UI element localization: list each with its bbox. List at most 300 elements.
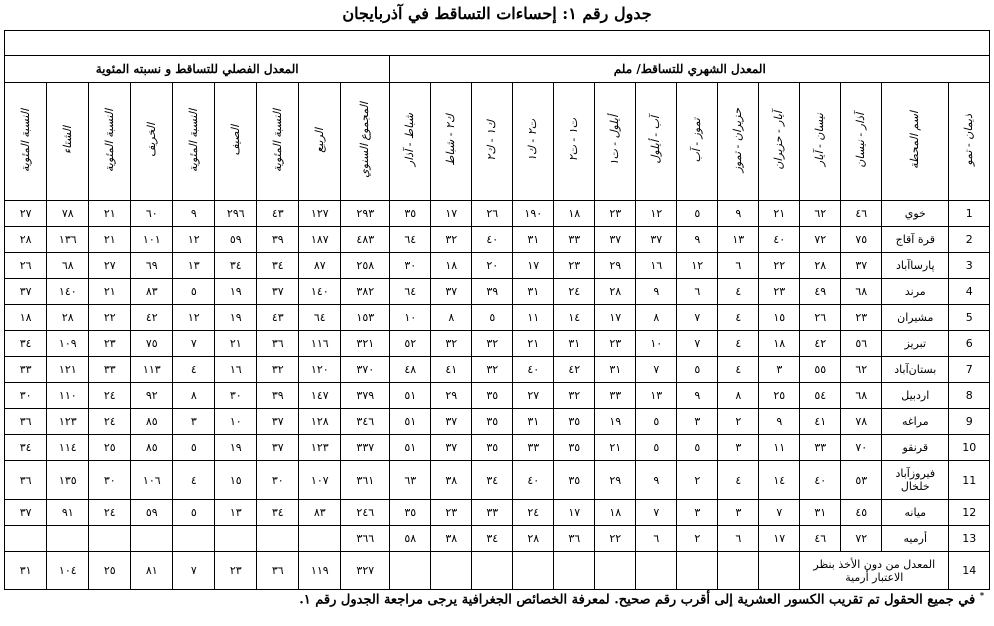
data-cell: ٦ <box>718 526 759 552</box>
data-cell: ٢ <box>677 526 718 552</box>
data-cell: ٥ <box>173 279 215 305</box>
column-header <box>431 83 472 201</box>
data-cell: ٩١ <box>47 500 89 526</box>
data-cell: ٥٨ <box>390 526 431 552</box>
table-row <box>5 526 990 552</box>
row-number: 8 <box>949 383 990 409</box>
data-cell: ٧٨ <box>841 409 882 435</box>
data-cell: ٨ <box>718 383 759 409</box>
table-row <box>5 461 990 500</box>
data-cell: ١٠ <box>636 331 677 357</box>
column-header <box>5 83 47 201</box>
data-cell: ٨٣ <box>131 279 173 305</box>
data-cell: ٣٧ <box>431 279 472 305</box>
data-cell: ١٣٥ <box>47 461 89 500</box>
data-cell: ١٢٨ <box>299 409 341 435</box>
data-cell: ٦ <box>718 253 759 279</box>
data-cell: ٧ <box>759 500 800 526</box>
data-cell: ٨٣ <box>299 500 341 526</box>
data-cell: ٢ <box>677 461 718 500</box>
data-cell: ١٨ <box>431 253 472 279</box>
data-cell: ٩ <box>677 383 718 409</box>
data-cell: ٤٠ <box>800 461 841 500</box>
data-cell: ٣٤ <box>257 500 299 526</box>
data-cell: ٧ <box>636 357 677 383</box>
data-cell: ٩ <box>636 461 677 500</box>
column-header-label: الصيف <box>228 124 242 156</box>
table-top-blank-row <box>5 31 990 56</box>
data-cell: ١٩ <box>595 409 636 435</box>
data-cell: ٣١ <box>513 227 554 253</box>
data-cell: ٥٩ <box>215 227 257 253</box>
column-header <box>513 83 554 201</box>
data-cell: ٣٧ <box>841 253 882 279</box>
data-cell: ٢٩٦ <box>215 201 257 227</box>
data-cell: ٣٧ <box>257 435 299 461</box>
data-cell: ٢١ <box>759 201 800 227</box>
column-header <box>759 83 800 201</box>
data-cell: ٥٤ <box>800 383 841 409</box>
data-cell: ٥ <box>173 435 215 461</box>
data-cell: ٤٦ <box>800 526 841 552</box>
data-cell: ١٠١ <box>131 227 173 253</box>
data-cell: ٢٨ <box>800 253 841 279</box>
data-cell: ٣٧٩ <box>341 383 390 409</box>
data-cell: ٤ <box>718 279 759 305</box>
data-cell <box>390 552 431 590</box>
data-cell: ٤ <box>718 305 759 331</box>
table-row <box>5 435 990 461</box>
column-header <box>718 83 759 201</box>
column-header-label: أيلول - ت١ <box>608 114 622 166</box>
data-cell: ٥٩ <box>131 500 173 526</box>
data-cell: ٢٣ <box>554 253 595 279</box>
station-name: مشيران <box>882 305 949 331</box>
data-cell: ٧٥ <box>841 227 882 253</box>
data-cell: ٤٠ <box>513 357 554 383</box>
data-cell: ٧ <box>636 500 677 526</box>
data-cell: ٣١ <box>513 279 554 305</box>
data-cell: ٢٩ <box>595 461 636 500</box>
table-row <box>5 201 990 227</box>
data-cell: ١٠ <box>390 305 431 331</box>
data-cell: ١٠٧ <box>299 461 341 500</box>
data-cell: ٥ <box>677 435 718 461</box>
data-cell: ٩ <box>636 279 677 305</box>
data-cell: ٧٨ <box>47 201 89 227</box>
data-cell: ٧٥ <box>131 331 173 357</box>
data-cell: ٩٢ <box>131 383 173 409</box>
data-cell: ٢١ <box>89 227 131 253</box>
data-cell: ٣٧ <box>5 279 47 305</box>
data-cell: ٣٩ <box>472 279 513 305</box>
data-cell: ١٠٦ <box>131 461 173 500</box>
data-cell: ٥ <box>173 500 215 526</box>
data-cell: ٢٧ <box>89 253 131 279</box>
data-cell: ٣٤ <box>5 435 47 461</box>
column-header-label: آيار - حزيران <box>772 110 786 170</box>
data-cell: ٣١ <box>800 500 841 526</box>
data-cell: ٣٣ <box>513 435 554 461</box>
data-cell: ٢٦ <box>5 253 47 279</box>
data-cell <box>5 526 47 552</box>
data-cell: ٣٧ <box>431 435 472 461</box>
data-cell: ١١٤ <box>47 435 89 461</box>
station-name: تبريز <box>882 331 949 357</box>
data-cell: ٣٠ <box>89 461 131 500</box>
data-cell: ٢٢ <box>595 526 636 552</box>
blank-header-cell <box>5 31 990 56</box>
data-cell: ٢٥٨ <box>341 253 390 279</box>
data-cell <box>89 526 131 552</box>
row-number: 13 <box>949 526 990 552</box>
data-cell: ١٣ <box>718 227 759 253</box>
data-cell: ٣٢ <box>472 331 513 357</box>
precipitation-table <box>4 30 990 590</box>
data-cell: ٣٧ <box>257 409 299 435</box>
data-cell: ٣٦ <box>257 552 299 590</box>
data-cell: ٥٢ <box>390 331 431 357</box>
data-cell: ١١ <box>513 305 554 331</box>
station-name: خوي <box>882 201 949 227</box>
column-header-label: النسبة المئوية <box>270 108 284 172</box>
data-cell <box>636 552 677 590</box>
column-header <box>554 83 595 201</box>
data-cell: ٥ <box>677 357 718 383</box>
data-cell: ٢٧ <box>513 383 554 409</box>
column-header-label: الربيع <box>312 127 326 153</box>
data-cell: ٦٢ <box>800 201 841 227</box>
data-cell: ٣١ <box>5 552 47 590</box>
data-cell: ٣١ <box>595 357 636 383</box>
data-cell: ٢١ <box>89 201 131 227</box>
data-cell: ١٠٩ <box>47 331 89 357</box>
table-row <box>5 253 990 279</box>
data-cell: ٣٥ <box>554 461 595 500</box>
data-cell: ٨ <box>431 305 472 331</box>
data-cell: ١٤٠ <box>299 279 341 305</box>
data-cell: ٣٨٢ <box>341 279 390 305</box>
column-header-label: ك٢ - شباط <box>444 114 458 166</box>
column-header-label: ذيمان - تمو <box>962 114 976 166</box>
data-cell: ٣٦ <box>554 526 595 552</box>
data-cell: ٣٤ <box>215 253 257 279</box>
data-cell: ١١٠ <box>47 383 89 409</box>
row-number: 10 <box>949 435 990 461</box>
data-cell: ٤١ <box>800 409 841 435</box>
data-cell: ٦٨ <box>47 253 89 279</box>
data-cell: ١٨٧ <box>299 227 341 253</box>
data-cell: ١١٣ <box>131 357 173 383</box>
data-cell: ٢٣ <box>759 279 800 305</box>
row-number: 9 <box>949 409 990 435</box>
data-cell: ٢٦ <box>472 201 513 227</box>
data-cell: ٥٣ <box>841 461 882 500</box>
column-header <box>841 83 882 201</box>
data-cell: ٢٤ <box>554 279 595 305</box>
data-cell: ٢٧ <box>5 201 47 227</box>
data-cell: ٤ <box>718 331 759 357</box>
column-header <box>636 83 677 201</box>
data-cell: ٣٥ <box>390 201 431 227</box>
data-cell: ٤٣ <box>257 201 299 227</box>
data-cell: ٤٠ <box>759 227 800 253</box>
data-cell: ٣٤ <box>472 461 513 500</box>
data-cell: ٢١ <box>215 331 257 357</box>
data-cell: ٥١ <box>390 435 431 461</box>
row-number: 14 <box>949 552 990 590</box>
data-cell: ٣٥ <box>554 409 595 435</box>
table-row <box>5 279 990 305</box>
row-number: 11 <box>949 461 990 500</box>
data-cell: ١٤ <box>759 461 800 500</box>
data-cell: ١٦ <box>215 357 257 383</box>
table-row <box>5 227 990 253</box>
data-cell: ٢٢ <box>89 305 131 331</box>
column-header-label: ت١ - ت٢ <box>567 118 581 162</box>
data-cell: ٦ <box>636 526 677 552</box>
column-header-label: الخريف <box>144 122 158 158</box>
data-cell: ٣٠ <box>257 461 299 500</box>
footnote-text: في جميع الحقول تم تقريب الكسور العشرية إلى أقرب رقم صحيح. لمعرفة الخصائص الجغرافية يرجى مراجعة الجدول رقم ١. <box>299 592 976 608</box>
data-cell: ٣٢ <box>554 383 595 409</box>
data-cell: ٦٢ <box>841 357 882 383</box>
data-cell: ٣٠ <box>5 383 47 409</box>
column-header-label: ت٢ - ك١ <box>526 119 540 161</box>
data-cell: ٣٧ <box>595 227 636 253</box>
data-cell: ١٧ <box>554 500 595 526</box>
data-cell: ١٢ <box>173 227 215 253</box>
data-cell: ١٢ <box>677 253 718 279</box>
data-cell: ٨ <box>173 383 215 409</box>
monthly-average-header: المعدل الشهري للتساقط/ ملم <box>390 56 990 83</box>
data-cell: ٨٧ <box>299 253 341 279</box>
data-cell: ١٢ <box>636 201 677 227</box>
table-row <box>5 383 990 409</box>
data-cell: ٣٧ <box>431 409 472 435</box>
data-cell: ١٤ <box>554 305 595 331</box>
data-cell: ١٢٧ <box>299 201 341 227</box>
data-cell: ٤٥ <box>841 500 882 526</box>
data-cell: ٤٠ <box>472 227 513 253</box>
table-body <box>5 201 990 590</box>
data-cell: ٣٦ <box>5 409 47 435</box>
seasonal-average-header: المعدل الفصلي للتساقط و نسبته المئوية <box>5 56 390 83</box>
data-cell: ٣٢ <box>431 227 472 253</box>
station-name: ميانه <box>882 500 949 526</box>
data-cell: ٤٩ <box>800 279 841 305</box>
column-header <box>173 83 215 201</box>
data-cell: ١٢١ <box>47 357 89 383</box>
column-header <box>257 83 299 201</box>
footnote <box>4 590 984 607</box>
data-cell: ٢٥ <box>89 552 131 590</box>
data-cell: ١٧ <box>595 305 636 331</box>
table-title: جدول رقم ١: إحساءات التساقط في آذربايجان <box>342 4 652 23</box>
data-cell <box>173 526 215 552</box>
data-cell: ١٢٣ <box>47 409 89 435</box>
data-cell: ١١٦ <box>299 331 341 357</box>
data-cell: ١٣ <box>173 253 215 279</box>
data-cell: ٢٤ <box>89 500 131 526</box>
data-cell: ١٢٠ <box>299 357 341 383</box>
data-cell: ٣ <box>718 435 759 461</box>
data-cell: ٢٣ <box>215 552 257 590</box>
data-cell: ٦٣ <box>390 461 431 500</box>
data-cell <box>47 526 89 552</box>
group-header-row <box>5 56 990 83</box>
column-header <box>341 83 390 201</box>
data-cell: ٣٤ <box>257 253 299 279</box>
data-cell: ١٣٦ <box>47 227 89 253</box>
data-cell: ٢٤ <box>89 409 131 435</box>
data-cell: ١٠ <box>215 409 257 435</box>
data-cell <box>431 552 472 590</box>
data-cell: ٣٧ <box>636 227 677 253</box>
data-cell: ٧ <box>677 331 718 357</box>
data-cell: ٢٦ <box>800 305 841 331</box>
data-cell: ٤ <box>173 357 215 383</box>
data-cell: ٣٧ <box>5 500 47 526</box>
data-cell: ٣٢ <box>472 357 513 383</box>
data-cell: ١٥٣ <box>341 305 390 331</box>
data-cell: ٢٤ <box>513 500 554 526</box>
data-cell: ٧ <box>173 552 215 590</box>
data-cell: ٣٢ <box>431 331 472 357</box>
data-cell: ٤٨ <box>390 357 431 383</box>
column-header <box>299 83 341 201</box>
data-cell <box>513 552 554 590</box>
column-header <box>882 83 949 201</box>
data-cell: ٣٢ <box>257 357 299 383</box>
data-cell: ٥ <box>472 305 513 331</box>
station-name: قرة آقاج <box>882 227 949 253</box>
data-cell: ٤ <box>173 461 215 500</box>
data-cell: ٢١ <box>89 279 131 305</box>
data-cell: ٢٥ <box>89 435 131 461</box>
data-cell: ١٣ <box>636 383 677 409</box>
data-cell: ٣١ <box>554 331 595 357</box>
data-cell: ٣٣ <box>800 435 841 461</box>
data-cell <box>759 552 800 590</box>
data-cell <box>718 552 759 590</box>
data-cell: ٦٨ <box>841 383 882 409</box>
data-cell: ٢٤ <box>89 383 131 409</box>
station-name: قرنقو <box>882 435 949 461</box>
data-cell: ٢٢ <box>759 253 800 279</box>
column-header <box>131 83 173 201</box>
data-cell: ٢ <box>718 409 759 435</box>
data-cell: ٢٩ <box>431 383 472 409</box>
data-cell: ٢٠ <box>472 253 513 279</box>
data-cell: ٣٤٦ <box>341 409 390 435</box>
data-cell: ١٠٤ <box>47 552 89 590</box>
row-number: 12 <box>949 500 990 526</box>
data-cell: ٦٤ <box>390 279 431 305</box>
data-cell: ٨٥ <box>131 435 173 461</box>
column-header <box>949 83 990 201</box>
row-number: 6 <box>949 331 990 357</box>
data-cell: ٣٤ <box>5 331 47 357</box>
data-cell: ٣ <box>718 500 759 526</box>
column-header-label: النسبة المئوية <box>102 108 116 172</box>
data-cell: ٢٣ <box>595 331 636 357</box>
table-row <box>5 500 990 526</box>
data-cell: ٥٦ <box>841 331 882 357</box>
data-cell: ٤٣ <box>257 305 299 331</box>
station-name: بستان‌آباد <box>882 357 949 383</box>
row-number: 2 <box>949 227 990 253</box>
data-cell: ٩ <box>677 227 718 253</box>
data-cell: ٣١ <box>513 409 554 435</box>
data-cell: ١٧ <box>431 201 472 227</box>
data-cell: ٣٢٧ <box>341 552 390 590</box>
data-cell: ٢٣ <box>89 331 131 357</box>
data-cell: ٣٥ <box>554 435 595 461</box>
data-cell <box>554 552 595 590</box>
column-header <box>47 83 89 201</box>
data-cell: ١٨ <box>554 201 595 227</box>
data-cell: ٢١ <box>595 435 636 461</box>
data-cell: ١٢ <box>173 305 215 331</box>
data-cell: ٧ <box>173 331 215 357</box>
data-cell: ١٨ <box>759 331 800 357</box>
data-cell: ٣٥ <box>472 383 513 409</box>
data-cell: ٢٨ <box>513 526 554 552</box>
column-header <box>595 83 636 201</box>
data-cell: ٤ <box>718 357 759 383</box>
column-header-label: النسبة المئوية <box>186 108 200 172</box>
data-cell: ١٥ <box>215 461 257 500</box>
table-row <box>5 409 990 435</box>
table-row <box>5 331 990 357</box>
data-cell: ٩ <box>718 201 759 227</box>
data-cell: ٥ <box>677 201 718 227</box>
data-cell <box>595 552 636 590</box>
data-cell: ٣٨ <box>431 461 472 500</box>
data-cell: ٨٥ <box>131 409 173 435</box>
data-cell: ٥١ <box>390 383 431 409</box>
column-header <box>215 83 257 201</box>
column-header-label: النسبة المئوية <box>18 108 32 172</box>
column-header <box>472 83 513 201</box>
column-header-label: ك١ - ك٢ <box>485 119 499 161</box>
data-cell: ٣٦١ <box>341 461 390 500</box>
data-cell: ٧ <box>677 305 718 331</box>
data-cell: ٥١ <box>390 409 431 435</box>
column-header-label: نيسان - آيار <box>813 113 827 167</box>
station-name: مرند <box>882 279 949 305</box>
column-header-label: حزيران - تموز <box>731 107 745 173</box>
table-row <box>5 552 990 590</box>
data-cell: ٣٣ <box>554 227 595 253</box>
data-cell: ٣ <box>173 409 215 435</box>
data-cell: ٢١ <box>513 331 554 357</box>
data-cell: ٣٣ <box>595 383 636 409</box>
data-cell: ٢٩ <box>595 253 636 279</box>
data-cell: ٣ <box>677 500 718 526</box>
data-cell: ٣ <box>759 357 800 383</box>
data-cell: ١١٩ <box>299 552 341 590</box>
data-cell: ٣٧ <box>257 279 299 305</box>
data-cell: ٤٢ <box>131 305 173 331</box>
data-cell: ٦٩ <box>131 253 173 279</box>
data-cell: ٢٨ <box>595 279 636 305</box>
data-cell <box>215 526 257 552</box>
data-cell: ٣٩ <box>257 227 299 253</box>
station-name: المعدل من دون الأخذ بنظر الاعتبار أرمية <box>800 552 949 590</box>
data-cell: ٤٠ <box>513 461 554 500</box>
